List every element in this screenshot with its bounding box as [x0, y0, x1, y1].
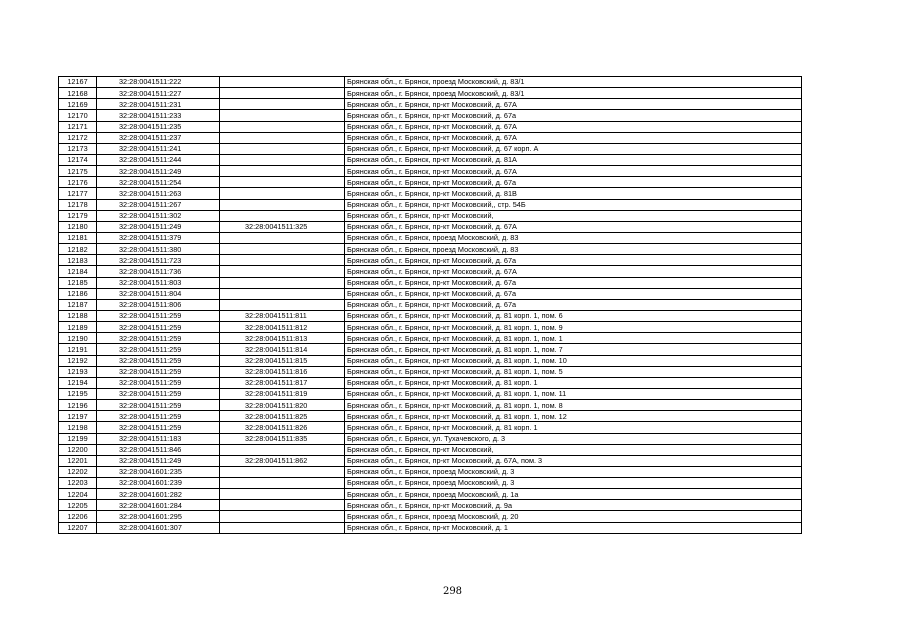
sub-cadastral-number-cell: [220, 299, 345, 310]
row-number-cell: 12181: [59, 232, 97, 243]
address-cell: Брянская обл., г. Брянск, проезд Московский, д. 83/1: [345, 77, 802, 88]
row-number-cell: 12168: [59, 88, 97, 99]
row-number-cell: 12172: [59, 132, 97, 143]
address-cell: Брянская обл., г. Брянск, пр-кт Московский,: [345, 210, 802, 221]
sub-cadastral-number-cell: 32:28:0041511:812: [220, 322, 345, 333]
address-cell: Брянская обл., г. Брянск, проезд Московский, д. 3: [345, 466, 802, 477]
sub-cadastral-number-cell: 32:28:0041511:815: [220, 355, 345, 366]
cadastral-number-cell: 32:28:0041511:846: [97, 444, 220, 455]
row-number-cell: 12188: [59, 310, 97, 321]
table-row: [59, 511, 802, 522]
address-cell: Брянская обл., г. Брянск, пр-кт Московский, д. 67а: [345, 277, 802, 288]
table-row: [59, 333, 802, 344]
table-row: [59, 344, 802, 355]
cadastral-number-cell: 32:28:0041511:231: [97, 99, 220, 110]
address-cell: Брянская обл., г. Брянск, пр-кт Московский, д. 67а: [345, 110, 802, 121]
cadastral-number-cell: 32:28:0041511:259: [97, 400, 220, 411]
sub-cadastral-number-cell: 32:28:0041511:825: [220, 411, 345, 422]
cadastral-number-cell: 32:28:0041511:249: [97, 455, 220, 466]
address-cell: Брянская обл., г. Брянск, пр-кт Московский, д. 81 корп. 1, пом. 1: [345, 333, 802, 344]
cadastral-number-cell: 32:28:0041511:380: [97, 244, 220, 255]
address-cell: Брянская обл., г. Брянск, проезд Московский, д. 83: [345, 244, 802, 255]
row-number-cell: 12171: [59, 121, 97, 132]
address-cell: Брянская обл., г. Брянск, пр-кт Московский, д. 1: [345, 522, 802, 533]
table-row: [59, 377, 802, 388]
row-number-cell: 12186: [59, 288, 97, 299]
cadastral-number-cell: 32:28:0041511:267: [97, 199, 220, 210]
address-cell: Брянская обл., г. Брянск, пр-кт Московский, д. 81 корп. 1, пом. 5: [345, 366, 802, 377]
row-number-cell: 12177: [59, 188, 97, 199]
table-row: [59, 355, 802, 366]
sub-cadastral-number-cell: [220, 489, 345, 500]
address-cell: Брянская обл., г. Брянск, пр-кт Московский, д. 81 корп. 1, пом. 10: [345, 355, 802, 366]
row-number-cell: 12178: [59, 199, 97, 210]
cadastral-number-cell: 32:28:0041511:259: [97, 310, 220, 321]
address-cell: Брянская обл., г. Брянск, пр-кт Московский, д. 67А: [345, 121, 802, 132]
address-cell: Брянская обл., г. Брянск, пр-кт Московский, д. 67 корп. А: [345, 143, 802, 154]
address-cell: Брянская обл., г. Брянск, пр-кт Московский, д. 67А: [345, 99, 802, 110]
sub-cadastral-number-cell: [220, 188, 345, 199]
sub-cadastral-number-cell: [220, 232, 345, 243]
sub-cadastral-number-cell: 32:28:0041511:835: [220, 433, 345, 444]
address-cell: Брянская обл., г. Брянск, пр-кт Московский, д. 81А: [345, 154, 802, 165]
sub-cadastral-number-cell: 32:28:0041511:862: [220, 455, 345, 466]
table-row: [59, 88, 802, 99]
sub-cadastral-number-cell: [220, 88, 345, 99]
table-row: [59, 388, 802, 399]
table-row: [59, 266, 802, 277]
cadastral-number-cell: 32:28:0041511:379: [97, 232, 220, 243]
table-row: [59, 210, 802, 221]
address-cell: Брянская обл., г. Брянск, пр-кт Московский, д. 67а: [345, 299, 802, 310]
address-cell: Брянская обл., г. Брянск, пр-кт Московский,: [345, 444, 802, 455]
cadastral-number-cell: 32:28:0041601:239: [97, 478, 220, 489]
address-cell: Брянская обл., г. Брянск, пр-кт Московский,, стр. 54Б: [345, 199, 802, 210]
table-row: [59, 277, 802, 288]
address-cell: Брянская обл., г. Брянск, пр-кт Московский, д. 67А: [345, 221, 802, 232]
table-row: [59, 466, 802, 477]
table-row: [59, 455, 802, 466]
row-number-cell: 12173: [59, 143, 97, 154]
table-row: [59, 422, 802, 433]
sub-cadastral-number-cell: [220, 77, 345, 88]
address-cell: Брянская обл., г. Брянск, пр-кт Московский, д. 67а: [345, 288, 802, 299]
address-cell: Брянская обл., г. Брянск, пр-кт Московский, д. 81 корп. 1: [345, 422, 802, 433]
cadastral-number-cell: 32:28:0041601:295: [97, 511, 220, 522]
row-number-cell: 12206: [59, 511, 97, 522]
sub-cadastral-number-cell: [220, 132, 345, 143]
row-number-cell: 12176: [59, 177, 97, 188]
row-number-cell: 12203: [59, 478, 97, 489]
cadastral-number-cell: 32:28:0041511:259: [97, 377, 220, 388]
row-number-cell: 12201: [59, 455, 97, 466]
address-cell: Брянская обл., г. Брянск, пр-кт Московский, д. 67А: [345, 266, 802, 277]
table-row: [59, 411, 802, 422]
sub-cadastral-number-cell: 32:28:0041511:819: [220, 388, 345, 399]
sub-cadastral-number-cell: [220, 154, 345, 165]
table-row: [59, 232, 802, 243]
table-row: [59, 444, 802, 455]
page-number: 298: [442, 586, 463, 597]
table-row: [59, 188, 802, 199]
address-cell: Брянская обл., г. Брянск, пр-кт Московский, д. 81 корп. 1: [345, 377, 802, 388]
sub-cadastral-number-cell: [220, 466, 345, 477]
cadastral-number-cell: 32:28:0041511:259: [97, 411, 220, 422]
row-number-cell: 12187: [59, 299, 97, 310]
row-number-cell: 12175: [59, 166, 97, 177]
table-row: [59, 400, 802, 411]
cadastral-number-cell: 32:28:0041511:806: [97, 299, 220, 310]
row-number-cell: 12199: [59, 433, 97, 444]
table-row: [59, 154, 802, 165]
sub-cadastral-number-cell: [220, 143, 345, 154]
cadastral-number-cell: 32:28:0041511:803: [97, 277, 220, 288]
cadastral-number-cell: 32:28:0041601:282: [97, 489, 220, 500]
row-number-cell: 12198: [59, 422, 97, 433]
cadastral-number-cell: 32:28:0041511:736: [97, 266, 220, 277]
sub-cadastral-number-cell: [220, 121, 345, 132]
cadastral-number-cell: 32:28:0041511:259: [97, 422, 220, 433]
registry-table: [58, 76, 802, 534]
address-cell: Брянская обл., г. Брянск, пр-кт Московский, д. 81 корп. 1, пом. 12: [345, 411, 802, 422]
sub-cadastral-number-cell: [220, 444, 345, 455]
row-number-cell: 12207: [59, 522, 97, 533]
row-number-cell: 12193: [59, 366, 97, 377]
address-cell: Брянская обл., г. Брянск, пр-кт Московский, д. 81 корп. 1, пом. 8: [345, 400, 802, 411]
sub-cadastral-number-cell: [220, 110, 345, 121]
row-number-cell: 12197: [59, 411, 97, 422]
table-row: [59, 121, 802, 132]
cadastral-number-cell: 32:28:0041511:233: [97, 110, 220, 121]
table-row: [59, 132, 802, 143]
row-number-cell: 12205: [59, 500, 97, 511]
address-cell: Брянская обл., г. Брянск, пр-кт Московский, д. 67А, пом. 3: [345, 455, 802, 466]
address-cell: Брянская обл., г. Брянск, проезд Московский, д. 83/1: [345, 88, 802, 99]
cadastral-number-cell: 32:28:0041511:259: [97, 366, 220, 377]
cadastral-number-cell: 32:28:0041511:235: [97, 121, 220, 132]
row-number-cell: 12174: [59, 154, 97, 165]
table-row: [59, 110, 802, 121]
sub-cadastral-number-cell: 32:28:0041511:813: [220, 333, 345, 344]
address-cell: Брянская обл., г. Брянск, пр-кт Московский, д. 81В: [345, 188, 802, 199]
registry-table-body: [59, 77, 802, 534]
sub-cadastral-number-cell: [220, 99, 345, 110]
row-number-cell: 12189: [59, 322, 97, 333]
sub-cadastral-number-cell: 32:28:0041511:811: [220, 310, 345, 321]
row-number-cell: 12196: [59, 400, 97, 411]
table-row: [59, 99, 802, 110]
sub-cadastral-number-cell: 32:28:0041511:817: [220, 377, 345, 388]
table-row: [59, 478, 802, 489]
address-cell: Брянская обл., г. Брянск, проезд Московский, д. 83: [345, 232, 802, 243]
row-number-cell: 12204: [59, 489, 97, 500]
sub-cadastral-number-cell: [220, 288, 345, 299]
table-row: [59, 166, 802, 177]
cadastral-number-cell: 32:28:0041511:244: [97, 154, 220, 165]
cadastral-number-cell: 32:28:0041511:227: [97, 88, 220, 99]
cadastral-number-cell: 32:28:0041511:302: [97, 210, 220, 221]
address-cell: Брянская обл., г. Брянск, проезд Московский, д. 1а: [345, 489, 802, 500]
table-row: [59, 221, 802, 232]
address-cell: Брянская обл., г. Брянск, пр-кт Московский, д. 81 корп. 1, пом. 9: [345, 322, 802, 333]
table-row: [59, 310, 802, 321]
cadastral-number-cell: 32:28:0041511:241: [97, 143, 220, 154]
cadastral-number-cell: 32:28:0041601:284: [97, 500, 220, 511]
table-row: [59, 177, 802, 188]
sub-cadastral-number-cell: 32:28:0041511:816: [220, 366, 345, 377]
cadastral-number-cell: 32:28:0041511:222: [97, 77, 220, 88]
sub-cadastral-number-cell: [220, 478, 345, 489]
sub-cadastral-number-cell: 32:28:0041511:826: [220, 422, 345, 433]
row-number-cell: 12183: [59, 255, 97, 266]
row-number-cell: 12167: [59, 77, 97, 88]
sub-cadastral-number-cell: [220, 177, 345, 188]
sub-cadastral-number-cell: [220, 266, 345, 277]
row-number-cell: 12180: [59, 221, 97, 232]
table-row: [59, 489, 802, 500]
address-cell: Брянская обл., г. Брянск, проезд Московский, д. 20: [345, 511, 802, 522]
address-cell: Брянская обл., г. Брянск, пр-кт Московский, д. 67А: [345, 132, 802, 143]
table-row: [59, 500, 802, 511]
address-cell: Брянская обл., г. Брянск, проезд Московский, д. 3: [345, 478, 802, 489]
cadastral-number-cell: 32:28:0041601:307: [97, 522, 220, 533]
cadastral-number-cell: 32:28:0041511:259: [97, 388, 220, 399]
table-row: [59, 255, 802, 266]
row-number-cell: 12184: [59, 266, 97, 277]
address-cell: Брянская обл., г. Брянск, пр-кт Московский, д. 67А: [345, 166, 802, 177]
table-row: [59, 366, 802, 377]
cadastral-number-cell: 32:28:0041511:804: [97, 288, 220, 299]
cadastral-number-cell: 32:28:0041511:254: [97, 177, 220, 188]
cadastral-number-cell: 32:28:0041511:237: [97, 132, 220, 143]
sub-cadastral-number-cell: [220, 210, 345, 221]
sub-cadastral-number-cell: [220, 166, 345, 177]
row-number-cell: 12190: [59, 333, 97, 344]
row-number-cell: 12191: [59, 344, 97, 355]
row-number-cell: 12195: [59, 388, 97, 399]
table-row: [59, 299, 802, 310]
row-number-cell: 12200: [59, 444, 97, 455]
cadastral-number-cell: 32:28:0041511:259: [97, 333, 220, 344]
cadastral-number-cell: 32:28:0041511:723: [97, 255, 220, 266]
sub-cadastral-number-cell: 32:28:0041511:820: [220, 400, 345, 411]
sub-cadastral-number-cell: [220, 511, 345, 522]
address-cell: Брянская обл., г. Брянск, пр-кт Московский, д. 67а: [345, 255, 802, 266]
address-cell: Брянская обл., г. Брянск, пр-кт Московский, д. 81 корп. 1, пом. 6: [345, 310, 802, 321]
cadastral-number-cell: 32:28:0041511:263: [97, 188, 220, 199]
cadastral-number-cell: 32:28:0041511:249: [97, 166, 220, 177]
sub-cadastral-number-cell: [220, 244, 345, 255]
row-number-cell: 12194: [59, 377, 97, 388]
sub-cadastral-number-cell: [220, 500, 345, 511]
table-row: [59, 143, 802, 154]
cadastral-number-cell: 32:28:0041511:259: [97, 322, 220, 333]
address-cell: Брянская обл., г. Брянск, пр-кт Московский, д. 67а: [345, 177, 802, 188]
table-row: [59, 244, 802, 255]
sub-cadastral-number-cell: [220, 255, 345, 266]
row-number-cell: 12185: [59, 277, 97, 288]
table-row: [59, 522, 802, 533]
cadastral-number-cell: 32:28:0041511:183: [97, 433, 220, 444]
sub-cadastral-number-cell: [220, 199, 345, 210]
sub-cadastral-number-cell: 32:28:0041511:814: [220, 344, 345, 355]
row-number-cell: 12182: [59, 244, 97, 255]
row-number-cell: 12192: [59, 355, 97, 366]
address-cell: Брянская обл., г. Брянск, пр-кт Московский, д. 9а: [345, 500, 802, 511]
address-cell: Брянская обл., г. Брянск, пр-кт Московский, д. 81 корп. 1, пом. 11: [345, 388, 802, 399]
row-number-cell: 12169: [59, 99, 97, 110]
row-number-cell: 12170: [59, 110, 97, 121]
sub-cadastral-number-cell: [220, 277, 345, 288]
table-row: [59, 433, 802, 444]
sub-cadastral-number-cell: 32:28:0041511:325: [220, 221, 345, 232]
address-cell: Брянская обл., г. Брянск, пр-кт Московский, д. 81 корп. 1, пом. 7: [345, 344, 802, 355]
table-row: [59, 77, 802, 88]
table-row: [59, 288, 802, 299]
cadastral-number-cell: 32:28:0041601:235: [97, 466, 220, 477]
address-cell: Брянская обл., г. Брянск, ул. Тухачевского, д. 3: [345, 433, 802, 444]
table-row: [59, 199, 802, 210]
cadastral-number-cell: 32:28:0041511:259: [97, 355, 220, 366]
sub-cadastral-number-cell: [220, 522, 345, 533]
cadastral-number-cell: 32:28:0041511:259: [97, 344, 220, 355]
table-row: [59, 322, 802, 333]
row-number-cell: 12202: [59, 466, 97, 477]
cadastral-number-cell: 32:28:0041511:249: [97, 221, 220, 232]
row-number-cell: 12179: [59, 210, 97, 221]
